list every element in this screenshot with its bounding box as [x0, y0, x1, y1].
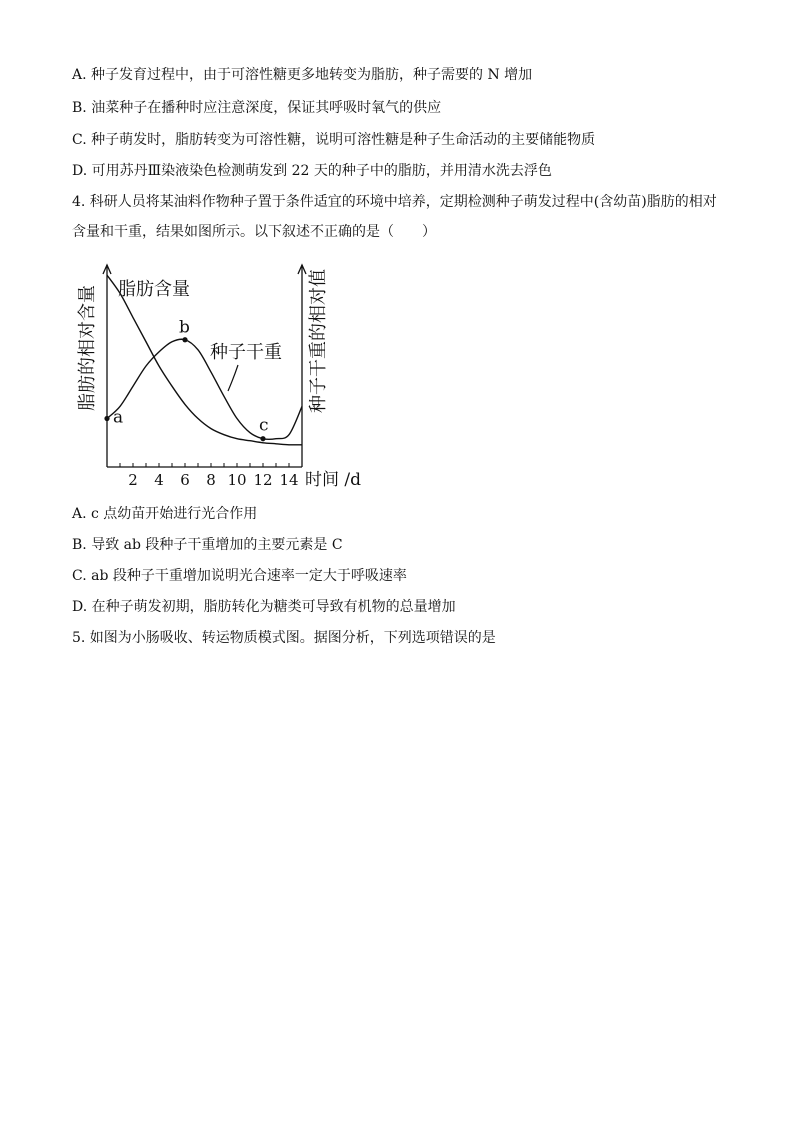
option-3d: D. 可用苏丹Ⅲ染液染色检测萌发到 22 天的种子中的脂肪，并用清水洗去浮色: [72, 163, 552, 179]
option-3a: A. 种子发育过程中，由于可溶性糖更多地转变为脂肪，种子需要的 N 增加: [72, 67, 533, 83]
option-3b: B. 油菜种子在播种时应注意深度，保证其呼吸时氧气的供应: [72, 100, 442, 116]
point-a: [104, 416, 109, 421]
option-4b: B. 导致 ab 段种子干重增加的主要元素是 C: [72, 537, 343, 553]
x-tick-label: 2: [128, 471, 138, 489]
point-label-b: b: [179, 317, 190, 338]
point-c: [260, 436, 265, 441]
x-tick-label: 8: [206, 471, 216, 489]
point-label-a: a: [113, 407, 124, 428]
question-5-stem: 5. 如图为小肠吸收、转运物质模式图。据图分析，下列选项错误的是: [72, 630, 496, 646]
left-y-axis-label: 脂肪的相对含量: [77, 285, 98, 411]
option-4c: C. ab 段种子干重增加说明光合速率一定大于呼吸速率: [72, 568, 407, 584]
x-axis-label: 时间 /d: [305, 470, 362, 490]
option-4d: D. 在种子萌发初期，脂肪转化为糖类可导致有机物的总量增加: [72, 599, 456, 615]
x-tick-label: 4: [154, 471, 164, 489]
x-tick-label: 6: [180, 471, 190, 489]
series-label-fat: 脂肪含量: [118, 279, 190, 300]
x-tick-label: 10: [227, 471, 247, 489]
point-label-c: c: [259, 415, 269, 436]
point-b: [182, 337, 187, 342]
chart-svg: [70, 255, 370, 495]
chart-figure: [70, 255, 370, 495]
right-y-axis-label: 种子干重的相对值: [308, 269, 329, 413]
series-label-dry-weight: 种子干重: [210, 342, 282, 363]
question-4-stem-line2: 含量和干重，结果如图所示。以下叙述不正确的是（ ）: [72, 224, 436, 240]
option-3c: C. 种子萌发时，脂肪转变为可溶性糖，说明可溶性糖是种子生命活动的主要储能物质: [72, 132, 596, 148]
dry-weight-leader-line: [228, 365, 238, 391]
option-4a: A. c 点幼苗开始进行光合作用: [72, 506, 258, 522]
x-tick-label: 12: [253, 471, 273, 489]
question-4-stem-line1: 4. 科研人员将某油料作物种子置于条件适宜的环境中培养，定期检测种子萌发过程中(含幼苗)脂肪的相对: [72, 194, 717, 210]
x-tick-label: 14: [279, 471, 299, 489]
